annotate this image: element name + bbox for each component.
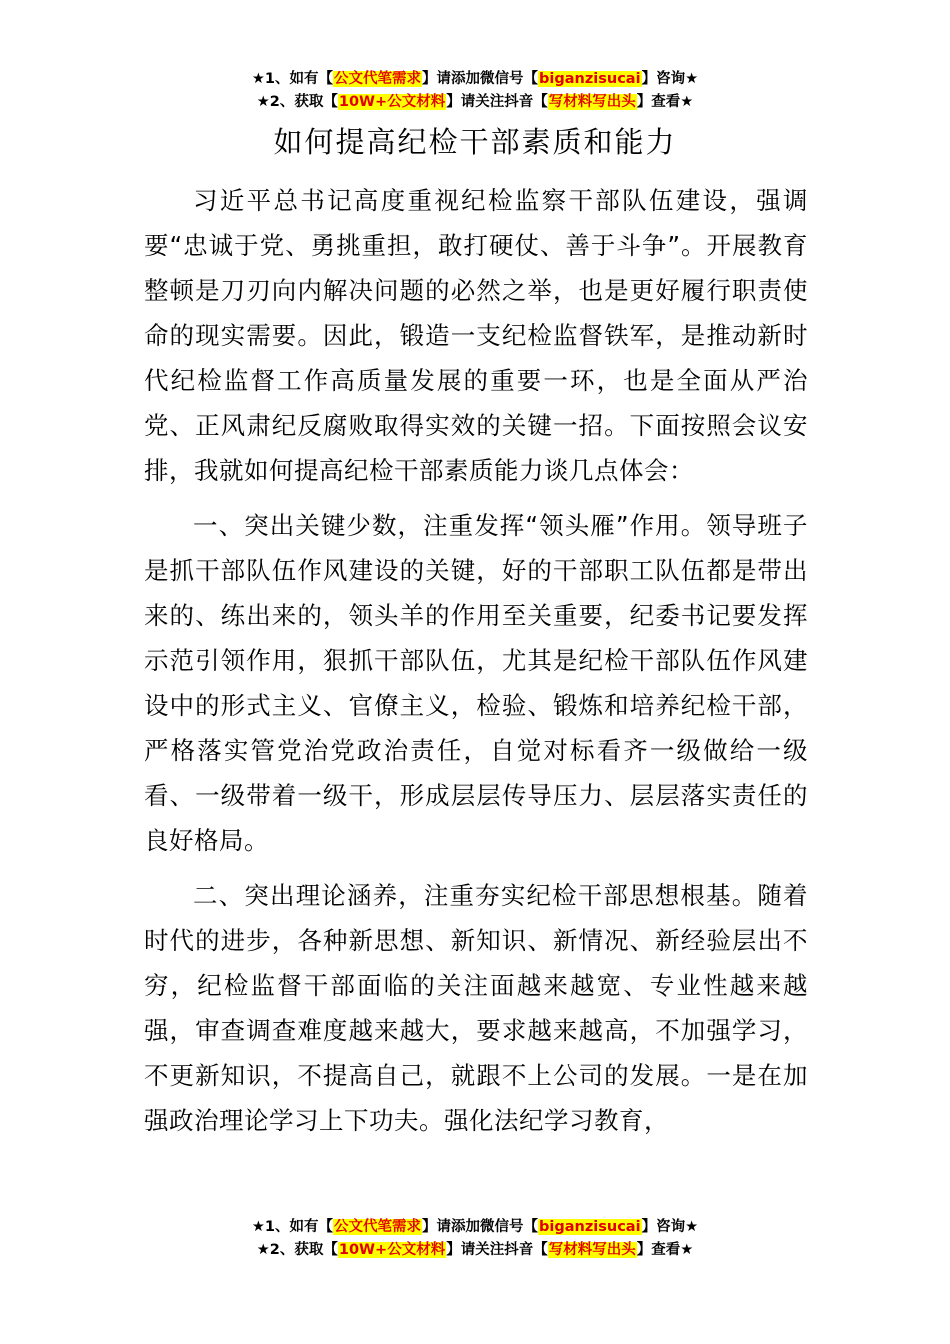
banner-text: 】请关注抖音【 xyxy=(446,1242,548,1258)
banner-line-2 xyxy=(0,91,950,114)
banner-text: 】咨询★ xyxy=(641,1219,699,1235)
banner-highlight: biganzisucai xyxy=(539,71,641,87)
banner-highlight: 10W+公文材料 xyxy=(338,94,446,110)
paragraph-section-2: 二、突出理论涵养，注重夯实纪检干部思想根基。随着时代的进步，各种新思想、新知识、新情况、新经验层出不穷，纪检监督干部面临的关注面越来越宽、专业性越来越强，审查调查难度越来越大，要求越来越高，不加强学习，不更新知识，不提高自己，就跟不上公司的发展。一是在加强政治理论学习上下功夫。强化法纪学习教育， xyxy=(144,881,808,1135)
banner-line-1 xyxy=(0,1216,950,1239)
banner-highlight: 公文代笔需求 xyxy=(334,1219,422,1235)
banner-text: 】查看★ xyxy=(636,1242,694,1258)
banner-text: ★2、获取【 xyxy=(256,1242,338,1258)
banner-text: ★1、如有【 xyxy=(251,1219,334,1235)
banner-text: 】请添加微信号【 xyxy=(422,1219,539,1235)
banner-text: 】请添加微信号【 xyxy=(422,71,539,87)
paragraph-intro: 习近平总书记高度重视纪检监察干部队伍建设，强调要“忠诚于党、勇挑重担，敢打硬仗、善于斗争”。开展教育整顿是刀刃向内解决问题的必然之举，也是更好履行职责使命的现实需要。因此，锻造一支纪检监督铁军，是推动新时代纪检监督工作高质量发展的重要一环，也是全面从严治党、正风肃纪反腐败取得实效的关键一招。下面按照会议安排，我就如何提高纪检干部素质能力谈几点体会： xyxy=(144,186,808,485)
banner-text: 】咨询★ xyxy=(641,71,699,87)
banner-line-2 xyxy=(0,1239,950,1262)
bottom-banner xyxy=(0,1216,950,1262)
top-banner xyxy=(0,68,950,114)
banner-highlight: biganzisucai xyxy=(539,1219,641,1235)
document-title: 如何提高纪检干部素质和能力 xyxy=(273,125,677,159)
banner-highlight: 10W+公文材料 xyxy=(338,1242,446,1258)
banner-text: 】查看★ xyxy=(636,94,694,110)
banner-text: 】请关注抖音【 xyxy=(446,94,548,110)
banner-text: ★2、获取【 xyxy=(256,94,338,110)
document-body xyxy=(144,178,808,1153)
banner-text: ★1、如有【 xyxy=(251,71,334,87)
banner-highlight: 公文代笔需求 xyxy=(334,71,422,87)
banner-line-1 xyxy=(0,68,950,91)
banner-highlight: 写材料写出头 xyxy=(548,1242,636,1258)
banner-highlight: 写材料写出头 xyxy=(548,94,636,110)
paragraph-section-1: 一、突出关键少数，注重发挥“领头雁”作用。领导班子是抓干部队伍作风建设的关键，好的干部职工队伍都是带出来的、练出来的，领头羊的作用至关重要，纪委书记要发挥示范引领作用，狠抓干部队伍，尤其是纪检干部队伍作风建设中的形式主义、官僚主义，检验、锻炼和培养纪检干部，严格落实管党治党政治责任，自觉对标看齐一级做给一级看、一级带着一级干，形成层层传导压力、层层落实责任的良好格局。 xyxy=(144,511,808,855)
